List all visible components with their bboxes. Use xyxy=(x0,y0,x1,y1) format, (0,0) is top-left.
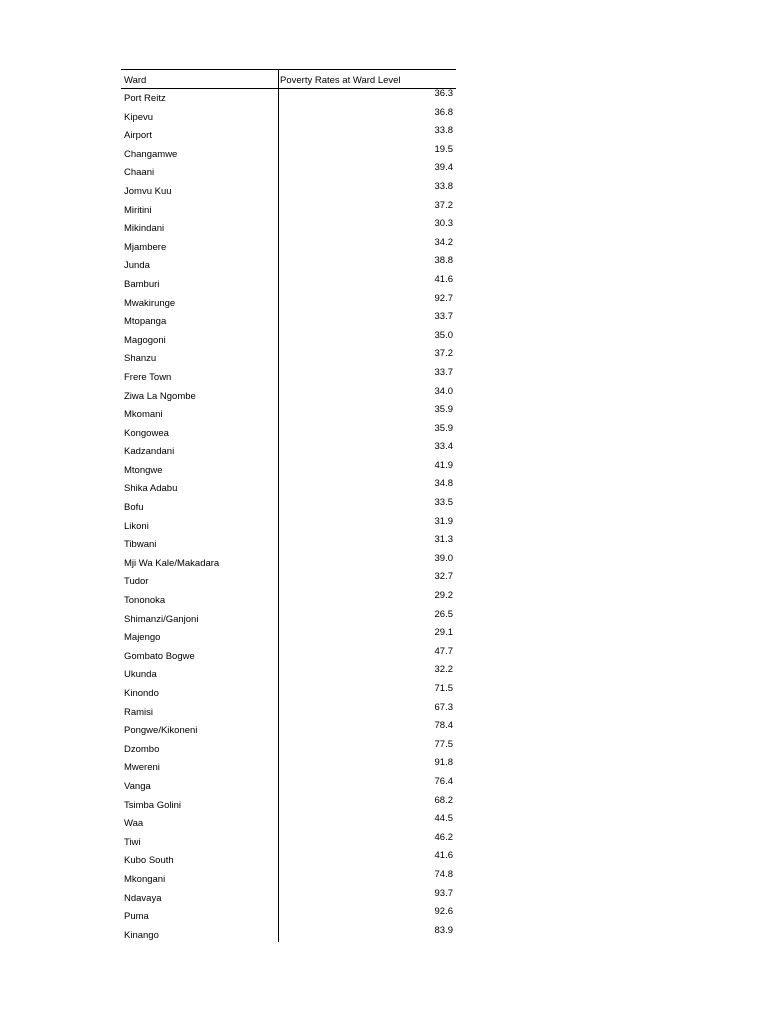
table-row xyxy=(121,590,456,609)
ward-name-cell: Magogoni xyxy=(124,334,166,346)
table-row xyxy=(121,813,456,832)
poverty-rate-cell: 68.2 xyxy=(434,794,453,806)
table-row xyxy=(121,553,456,572)
poverty-rate-cell: 36.8 xyxy=(434,106,453,118)
poverty-rate-cell: 91.8 xyxy=(434,757,453,769)
ward-name-cell: Shika Adabu xyxy=(124,483,178,495)
ward-name-cell: Dzombo xyxy=(124,743,160,755)
ward-name-cell: Kinango xyxy=(124,929,159,941)
ward-name-cell: Mkomani xyxy=(124,409,163,421)
table-row xyxy=(121,497,456,516)
poverty-rate-cell: 34.2 xyxy=(434,236,453,248)
table-row xyxy=(121,609,456,628)
ward-name-cell: Kipevu xyxy=(124,111,154,123)
ward-name-cell: Mkongani xyxy=(124,873,166,885)
ward-name-cell: Tudor xyxy=(124,576,149,588)
poverty-rate-cell: 35.0 xyxy=(434,329,453,341)
table-row xyxy=(121,386,456,405)
ward-name-cell: Puma xyxy=(124,911,149,923)
table-row xyxy=(121,423,456,442)
ward-name-cell: Tiwi xyxy=(124,836,141,848)
ward-name-cell: Gombato Bogwe xyxy=(124,650,195,662)
column-header-poverty-rate: Poverty Rates at Ward Level xyxy=(280,75,401,86)
ward-name-cell: Mikindani xyxy=(124,223,165,235)
poverty-rate-cell: 34.8 xyxy=(434,478,453,490)
ward-name-cell: Mji Wa Kale/Makadara xyxy=(124,557,220,569)
poverty-rate-cell: 34.0 xyxy=(434,385,453,397)
table-row xyxy=(121,218,456,237)
poverty-rate-cell: 33.7 xyxy=(434,366,453,378)
ward-name-cell: Bofu xyxy=(124,502,144,514)
ward-name-cell: Ramisi xyxy=(124,706,154,718)
poverty-rate-cell: 93.7 xyxy=(434,887,453,899)
ward-name-cell: Frere Town xyxy=(124,371,172,383)
poverty-rate-cell: 38.8 xyxy=(434,255,453,267)
table-row xyxy=(121,162,456,181)
poverty-rate-cell: 33.5 xyxy=(434,497,453,509)
table-row xyxy=(121,795,456,814)
ward-name-cell: Bamburi xyxy=(124,278,160,290)
ward-name-cell: Changamwe xyxy=(124,148,178,160)
table-row xyxy=(121,646,456,665)
poverty-rate-cell: 83.9 xyxy=(434,924,453,936)
poverty-rate-cell: 32.7 xyxy=(434,571,453,583)
table-row xyxy=(121,125,456,144)
table-row xyxy=(121,441,456,460)
poverty-rate-cell: 44.5 xyxy=(434,813,453,825)
poverty-rate-cell: 29.2 xyxy=(434,590,453,602)
poverty-rate-cell: 29.1 xyxy=(434,627,453,639)
table-row xyxy=(121,516,456,535)
table-row xyxy=(121,181,456,200)
poverty-rate-cell: 77.5 xyxy=(434,738,453,750)
poverty-rate-cell: 26.5 xyxy=(434,608,453,620)
table-row xyxy=(121,702,456,721)
ward-name-cell: Waa xyxy=(124,818,144,830)
table-row xyxy=(121,906,456,925)
poverty-rate-cell: 41.6 xyxy=(434,850,453,862)
poverty-rate-cell: 33.4 xyxy=(434,441,453,453)
table-row xyxy=(121,739,456,758)
ward-name-cell: Kongowea xyxy=(124,427,169,439)
table-row xyxy=(121,200,456,219)
table-row xyxy=(121,664,456,683)
ward-name-cell: Tsimba Golini xyxy=(124,799,182,811)
ward-name-cell: Tononoka xyxy=(124,595,166,607)
table-row xyxy=(121,367,456,386)
ward-name-cell: Mjambere xyxy=(124,241,167,253)
table-top-rule xyxy=(121,69,456,70)
poverty-rate-cell: 67.3 xyxy=(434,701,453,713)
ward-name-cell: Pongwe/Kikoneni xyxy=(124,725,198,737)
ward-name-cell: Majengo xyxy=(124,632,161,644)
ward-name-cell: Jomvu Kuu xyxy=(124,185,172,197)
poverty-rate-cell: 37.2 xyxy=(434,348,453,360)
poverty-rate-cell: 35.9 xyxy=(434,422,453,434)
ward-name-cell: Junda xyxy=(124,260,150,272)
poverty-rate-cell: 35.9 xyxy=(434,404,453,416)
table-row xyxy=(121,720,456,739)
ward-name-cell: Shimanzi/Ganjoni xyxy=(124,613,199,625)
ward-name-cell: Kinondo xyxy=(124,688,159,699)
table-row xyxy=(121,404,456,423)
poverty-rate-cell: 74.8 xyxy=(434,868,453,880)
table-row xyxy=(121,869,456,888)
table-row xyxy=(121,478,456,497)
poverty-rate-cell: 31.9 xyxy=(434,515,453,527)
table-row xyxy=(121,330,456,349)
table-body xyxy=(121,88,456,943)
poverty-rate-cell: 33.8 xyxy=(434,180,453,192)
table-row xyxy=(121,88,456,107)
table-row xyxy=(121,237,456,256)
ward-name-cell: Mtongwe xyxy=(124,464,163,476)
table-row xyxy=(121,144,456,163)
ward-name-cell: Likoni xyxy=(124,520,149,532)
poverty-rate-cell: 19.5 xyxy=(434,143,453,155)
table-row xyxy=(121,776,456,795)
poverty-rate-cell: 92.6 xyxy=(434,906,453,918)
ward-name-cell: Kubo South xyxy=(124,855,174,867)
poverty-rate-cell: 39.4 xyxy=(434,162,453,174)
ward-name-cell: Mwereni xyxy=(124,762,160,774)
poverty-rate-cell: 47.7 xyxy=(434,645,453,657)
ward-name-cell: Kadzandani xyxy=(124,446,175,458)
table-row xyxy=(121,757,456,776)
poverty-rate-cell: 31.3 xyxy=(434,534,453,546)
poverty-rate-cell: 37.2 xyxy=(434,199,453,211)
poverty-rate-cell: 41.9 xyxy=(434,459,453,471)
table-row xyxy=(121,107,456,126)
poverty-rate-cell: 36.3 xyxy=(434,88,453,99)
ward-name-cell: Mwakirunge xyxy=(124,297,176,309)
poverty-rate-cell: 30.3 xyxy=(434,218,453,230)
table-row xyxy=(121,274,456,293)
table-row xyxy=(121,311,456,330)
ward-name-cell: Ziwa La Ngombe xyxy=(124,390,196,402)
poverty-rate-cell: 33.8 xyxy=(434,125,453,137)
ward-name-cell: Mtopanga xyxy=(124,316,167,328)
ward-name-cell: Ndavaya xyxy=(124,892,162,904)
table-row xyxy=(121,255,456,274)
table-row xyxy=(121,850,456,869)
ward-name-cell: Vanga xyxy=(124,780,151,792)
ward-name-cell: Ukunda xyxy=(124,669,157,681)
ward-name-cell: Port Reitz xyxy=(124,93,166,104)
table-row xyxy=(121,683,456,702)
ward-name-cell: Tibwani xyxy=(124,539,157,551)
table-row xyxy=(121,832,456,851)
ward-name-cell: Miritini xyxy=(124,204,152,216)
poverty-rate-cell: 46.2 xyxy=(434,831,453,843)
table-row xyxy=(121,460,456,479)
table-row xyxy=(121,571,456,590)
table-row xyxy=(121,534,456,553)
ward-name-cell: Chaani xyxy=(124,167,155,179)
table-row xyxy=(121,925,456,944)
table-row xyxy=(121,888,456,907)
poverty-rate-cell: 78.4 xyxy=(434,720,453,732)
poverty-rate-cell: 76.4 xyxy=(434,775,453,787)
poverty-rate-cell: 92.7 xyxy=(434,292,453,304)
table-row xyxy=(121,348,456,367)
poverty-rate-cell: 71.5 xyxy=(434,683,453,694)
table-row xyxy=(121,627,456,646)
poverty-rate-cell: 39.0 xyxy=(434,552,453,564)
column-header-ward: Ward xyxy=(124,75,147,86)
poverty-rate-cell: 32.2 xyxy=(434,664,453,676)
table-row xyxy=(121,293,456,312)
ward-name-cell: Airport xyxy=(124,130,152,142)
poverty-rate-cell: 33.7 xyxy=(434,311,453,323)
ward-name-cell: Shanzu xyxy=(124,353,157,365)
poverty-rate-cell: 41.6 xyxy=(434,273,453,285)
